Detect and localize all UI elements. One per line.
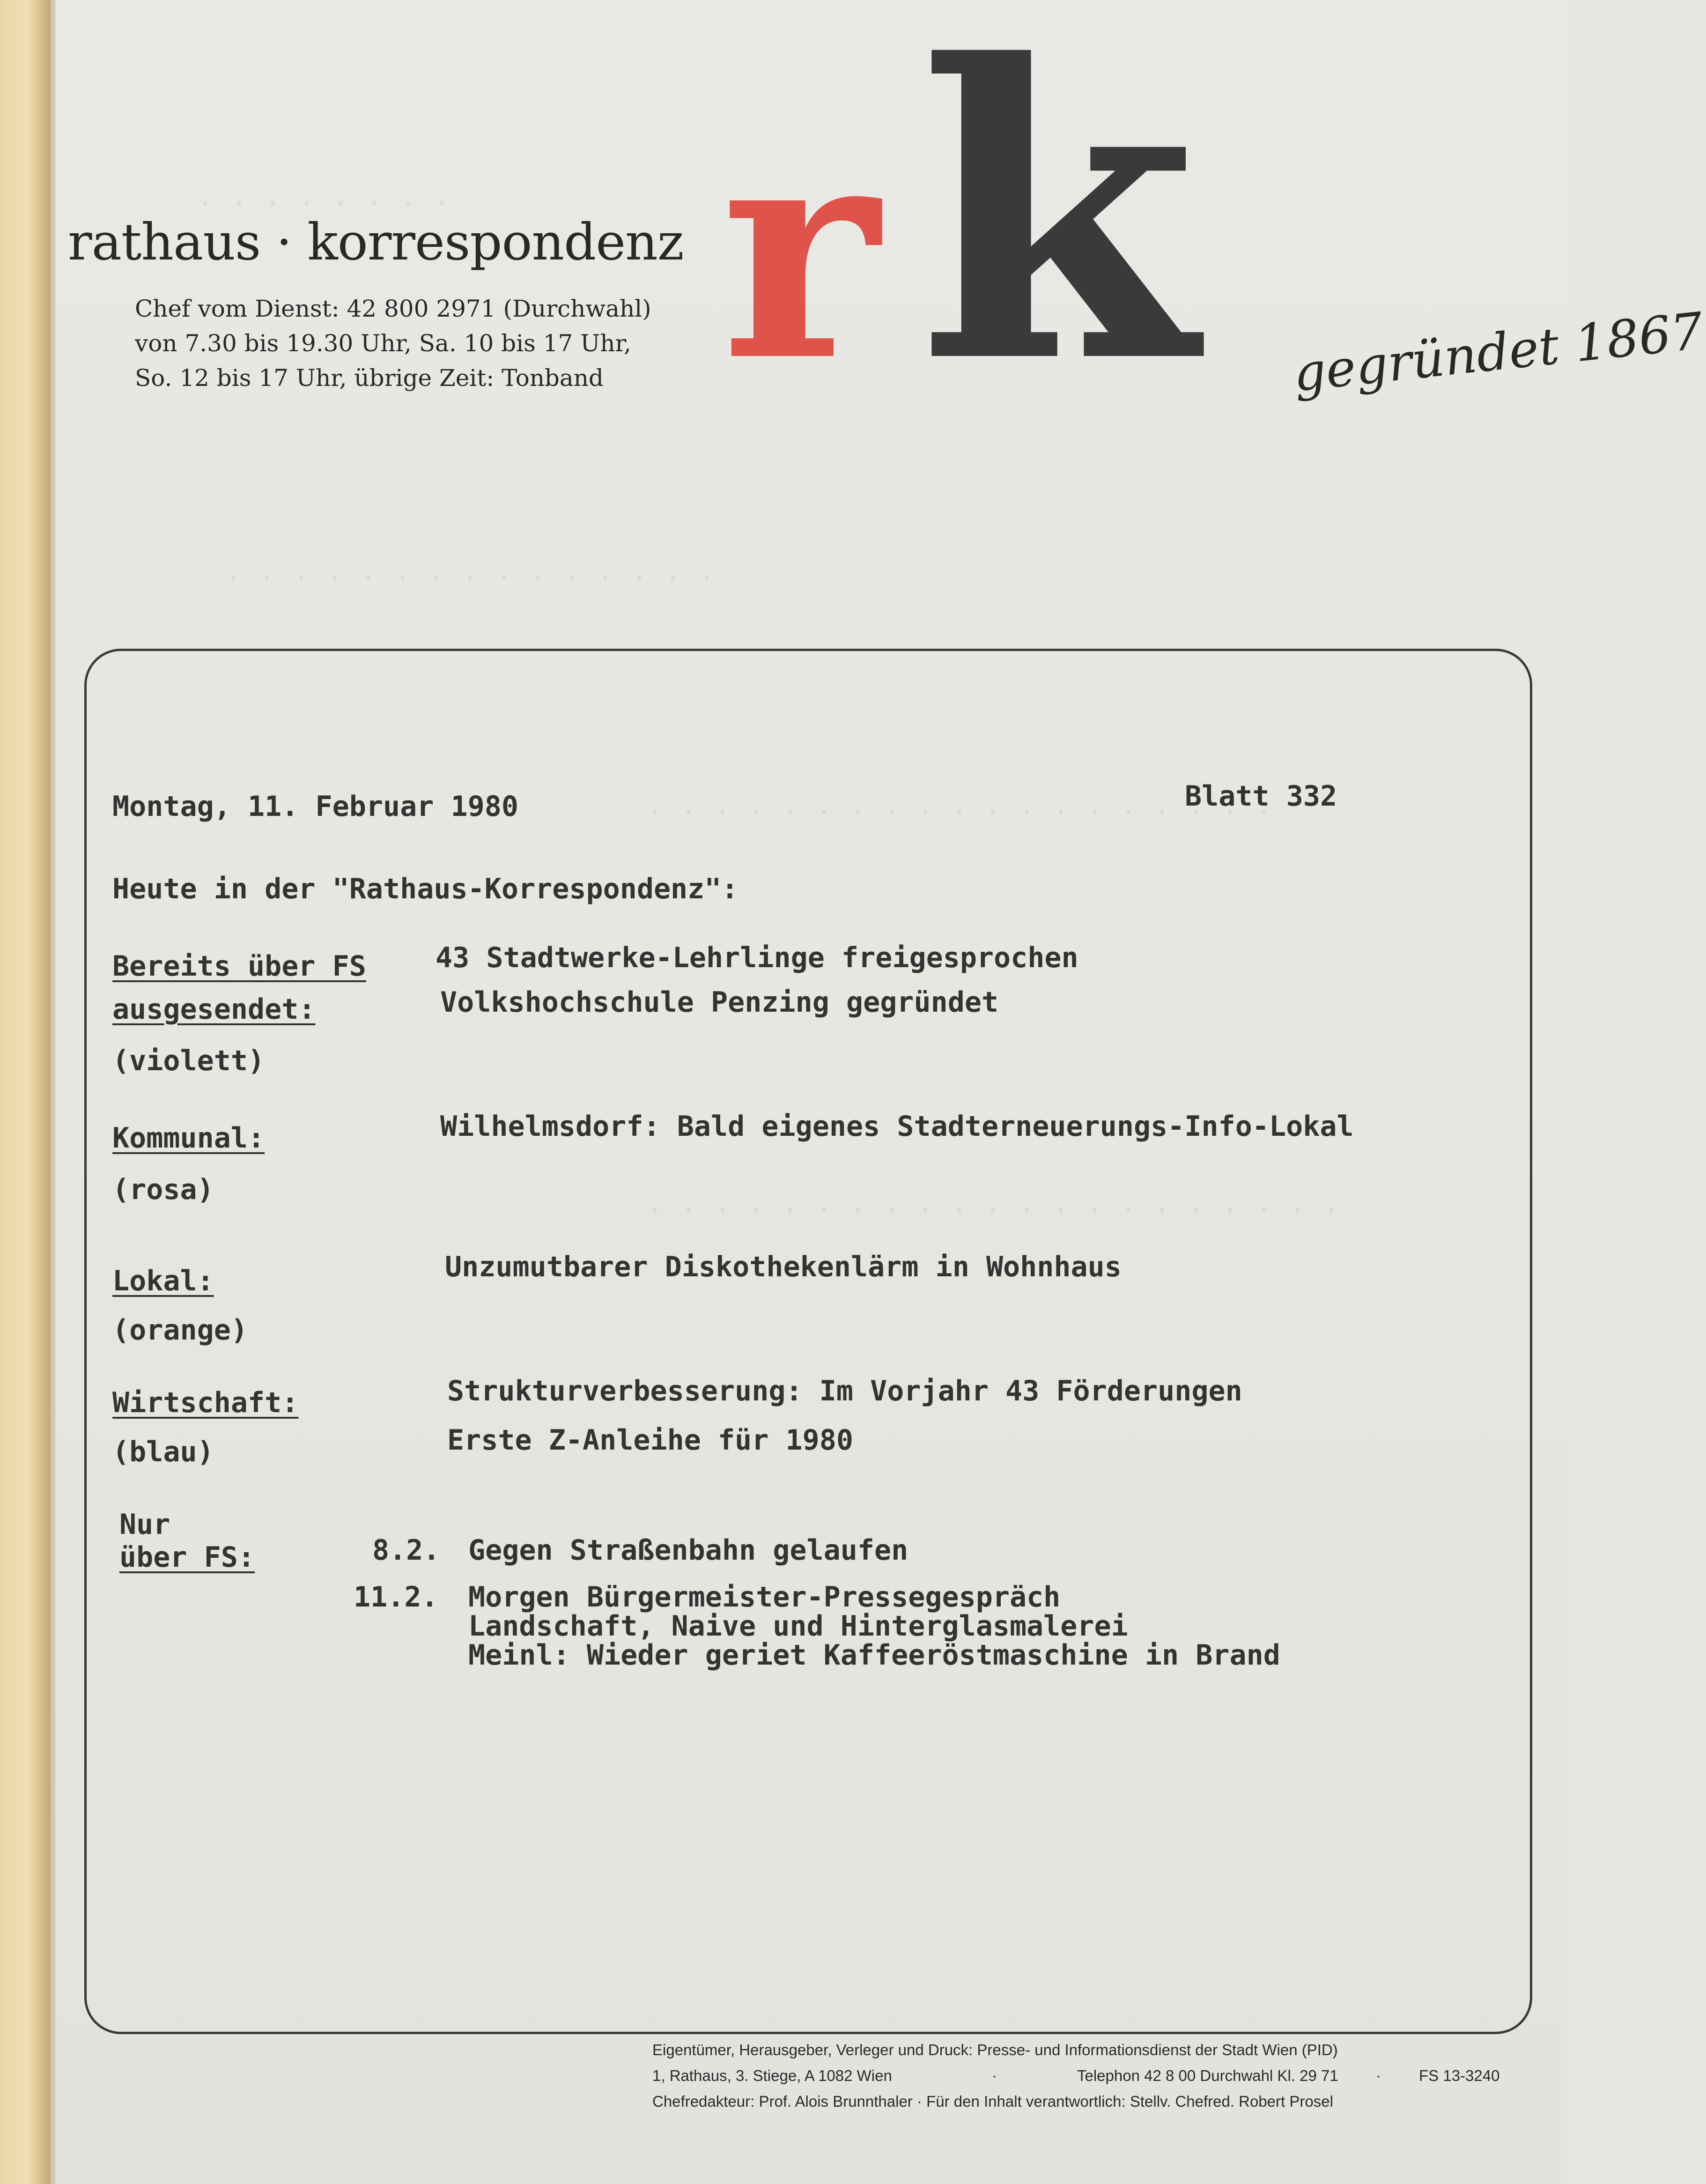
footer-separator: · — [992, 2067, 997, 2084]
fs-item: Landschaft, Naive und Hinterglasmalerei — [468, 1610, 1128, 1643]
issue-date: Montag, 11. Februar 1980 — [112, 790, 518, 823]
binding-strip — [0, 0, 51, 2184]
show-through: · · · · · · · · · · · · · · · · · · · — [646, 796, 1272, 829]
section-color-note: (violett) — [112, 1044, 265, 1077]
footer-editors: Chefredakteur: Prof. Alois Brunnthaler · Für den Inhalt verantwortlich: Stellv. Chefred. Robert Prosel — [652, 2093, 1333, 2110]
section-label-wirtschaft: Wirtschaft: — [112, 1386, 299, 1419]
fs-item: Gegen Straßenbahn gelaufen — [468, 1534, 908, 1567]
rk-logo — [721, 0, 1264, 451]
show-through: · · · · · · · · · · · · · · · · · · · · · — [646, 1194, 1340, 1227]
show-through: · · · · · · · · — [197, 187, 451, 220]
brand-name: rathaus · korrespondenz — [68, 213, 684, 272]
section-label-fs-only: über FS: — [119, 1541, 255, 1574]
news-item: 43 Stadtwerke-Lehrlinge freigesprochen — [436, 941, 1078, 974]
section-label-fs-only: Nur — [119, 1508, 170, 1541]
section-color-note: (orange) — [112, 1314, 248, 1347]
section-label-broadcast: Bereits über FS — [112, 950, 366, 983]
founded-note: gegründet 1867 — [1290, 302, 1706, 403]
logo-letter-k: k — [918, 0, 1197, 451]
content-frame — [84, 649, 1532, 2034]
footer-fs: FS 13-3240 — [1419, 2067, 1500, 2084]
section-color-note: (rosa) — [112, 1173, 214, 1206]
footer-publisher: Eigentümer, Herausgeber, Verleger und Druck: Presse- und Informationsdienst der Stadt Wien (PID) — [652, 2041, 1338, 2058]
office-hours — [135, 291, 651, 395]
contents-heading: Heute in der "Rathaus-Korrespondenz": — [112, 873, 739, 905]
footer-separator: · — [1376, 2067, 1381, 2084]
sheet-number: Blatt 332 — [1185, 780, 1337, 813]
office-hours-line: Chef vom Dienst: 42 800 2971 (Durchwahl) — [135, 295, 651, 322]
office-hours-line: von 7.30 bis 19.30 Uhr, Sa. 10 bis 17 Uhr, — [135, 330, 631, 357]
news-item: Erste Z-Anleihe für 1980 — [447, 1424, 853, 1457]
section-color-note: (blau) — [112, 1436, 214, 1468]
fs-item: Meinl: Wieder geriet Kaffeeröstmaschine in Brand — [468, 1639, 1280, 1672]
footer-address: 1, Rathaus, 3. Stiege, A 1082 Wien — [652, 2067, 892, 2084]
fs-date: 11.2. — [354, 1581, 438, 1614]
news-item: Wilhelmsdorf: Bald eigenes Stadterneuerungs-Info-Lokal — [440, 1110, 1354, 1143]
news-item: Volkshochschule Penzing gegründet — [440, 986, 999, 1019]
fs-item: Morgen Bürgermeister-Pressegespräch — [468, 1581, 1061, 1614]
binding-edge — [51, 0, 55, 2184]
section-label-broadcast: ausgesendet: — [112, 993, 316, 1026]
fs-date: 8.2. — [372, 1534, 440, 1567]
logo-letter-r: r — [721, 74, 879, 427]
section-label-kommunal: Kommunal: — [112, 1122, 265, 1155]
news-item: Unzumutbarer Diskothekenlärm in Wohnhaus — [445, 1251, 1122, 1283]
section-label-lokal: Lokal: — [112, 1265, 214, 1297]
show-through: · · · · · · · · · · · · · · · — [225, 562, 716, 595]
office-hours-line: So. 12 bis 17 Uhr, übrige Zeit: Tonband — [135, 364, 604, 392]
footer-phone: Telephon 42 8 00 Durchwahl Kl. 29 71 — [1077, 2067, 1338, 2084]
news-item: Strukturverbesserung: Im Vorjahr 43 Förderungen — [447, 1375, 1242, 1407]
